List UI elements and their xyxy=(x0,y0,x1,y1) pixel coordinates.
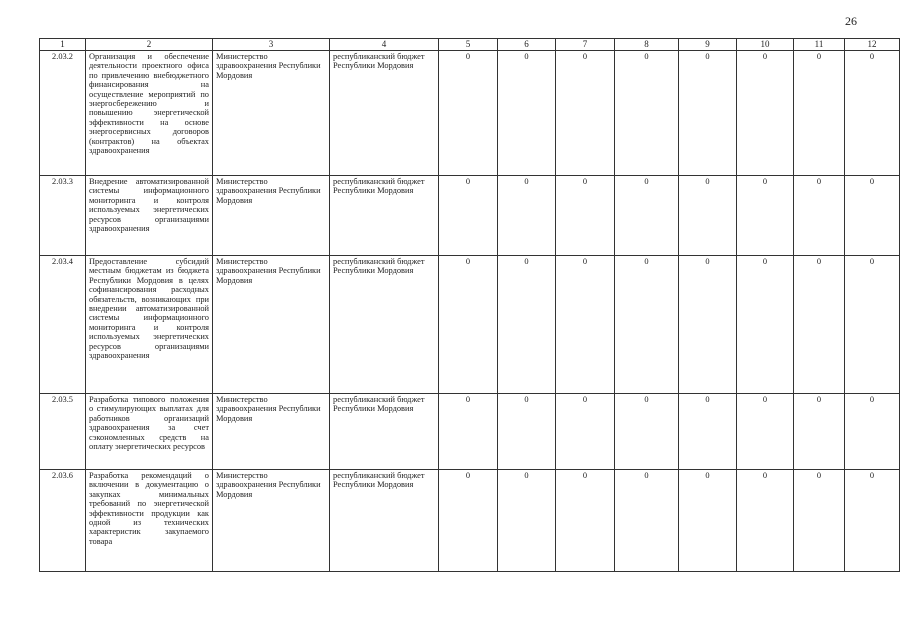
row-value: 0 xyxy=(845,394,900,470)
table-row xyxy=(40,176,900,256)
row-name: Внедрение автоматизированной системы информационного мониторинга и контроля используемых энергетических ресурсов организациями здравоохранения xyxy=(86,176,213,256)
row-value: 0 xyxy=(794,51,845,176)
row-value: 0 xyxy=(737,51,794,176)
row-value: 0 xyxy=(615,470,679,572)
table-row xyxy=(40,256,900,394)
row-value: 0 xyxy=(679,176,737,256)
program-table xyxy=(39,38,900,572)
header-cell: 3 xyxy=(213,39,330,51)
row-code: 2.03.5 xyxy=(40,394,86,470)
row-value: 0 xyxy=(794,470,845,572)
header-cell: 8 xyxy=(615,39,679,51)
row-executor: Министерство здравоохранения Республики Мордовия xyxy=(213,394,330,470)
row-value: 0 xyxy=(439,176,498,256)
row-code: 2.03.6 xyxy=(40,470,86,572)
row-executor: Министерство здравоохранения Республики Мордовия xyxy=(213,470,330,572)
row-value: 0 xyxy=(556,176,615,256)
row-value: 0 xyxy=(679,394,737,470)
row-source: республиканский бюджет Республики Мордовия xyxy=(330,470,439,572)
row-source: республиканский бюджет Республики Мордовия xyxy=(330,51,439,176)
row-value: 0 xyxy=(679,256,737,394)
row-value: 0 xyxy=(845,256,900,394)
row-executor: Министерство здравоохранения Республики Мордовия xyxy=(213,256,330,394)
row-value: 0 xyxy=(498,51,556,176)
row-value: 0 xyxy=(439,51,498,176)
row-value: 0 xyxy=(794,176,845,256)
row-code: 2.03.3 xyxy=(40,176,86,256)
row-name: Организация и обеспечение деятельности проектного офиса по привлечению внебюджетного финансирования на осуществление мероприятий по энергосбережению и повышению энергетической эффективности на основе энергосервисных договоров (контрактов) на объектах здравоохранения xyxy=(86,51,213,176)
row-value: 0 xyxy=(498,256,556,394)
row-code: 2.03.2 xyxy=(40,51,86,176)
row-value: 0 xyxy=(498,394,556,470)
header-cell: 10 xyxy=(737,39,794,51)
page-number: 26 xyxy=(845,14,857,28)
row-code: 2.03.4 xyxy=(40,256,86,394)
row-value: 0 xyxy=(615,256,679,394)
header-cell: 1 xyxy=(40,39,86,51)
row-source: республиканский бюджет Республики Мордовия xyxy=(330,176,439,256)
row-value: 0 xyxy=(845,470,900,572)
row-value: 0 xyxy=(615,394,679,470)
row-source: республиканский бюджет Республики Мордовия xyxy=(330,394,439,470)
row-value: 0 xyxy=(439,394,498,470)
row-value: 0 xyxy=(615,51,679,176)
row-value: 0 xyxy=(679,51,737,176)
row-value: 0 xyxy=(556,394,615,470)
header-cell: 2 xyxy=(86,39,213,51)
header-cell: 11 xyxy=(794,39,845,51)
row-value: 0 xyxy=(439,470,498,572)
table-row xyxy=(40,51,900,176)
row-value: 0 xyxy=(679,470,737,572)
table-row xyxy=(40,470,900,572)
row-value: 0 xyxy=(556,470,615,572)
row-value: 0 xyxy=(498,176,556,256)
row-name: Предоставление субсидий местным бюджетам из бюджета Республики Мордовия в целях софинансирования расходных обязательств, возникающих при внедрении автоматизированной системы информационного мониторинга и контроля используемых энергетических ресурсов организациями здравоохранения xyxy=(86,256,213,394)
row-value: 0 xyxy=(737,394,794,470)
row-value: 0 xyxy=(794,394,845,470)
header-cell: 9 xyxy=(679,39,737,51)
row-executor: Министерство здравоохранения Республики Мордовия xyxy=(213,51,330,176)
row-name: Разработка рекомендаций о включении в документацию о закупках минимальных требований по энергетической эффективности продукции как одной из технических характеристик закупаемого товара xyxy=(86,470,213,572)
row-value: 0 xyxy=(845,176,900,256)
row-value: 0 xyxy=(845,51,900,176)
row-value: 0 xyxy=(498,470,556,572)
row-executor: Министерство здравоохранения Республики Мордовия xyxy=(213,176,330,256)
row-value: 0 xyxy=(615,176,679,256)
header-cell: 6 xyxy=(498,39,556,51)
table-row xyxy=(40,394,900,470)
row-value: 0 xyxy=(737,176,794,256)
header-cell: 5 xyxy=(439,39,498,51)
row-value: 0 xyxy=(737,470,794,572)
header-row xyxy=(40,39,900,51)
row-value: 0 xyxy=(556,256,615,394)
row-value: 0 xyxy=(737,256,794,394)
row-value: 0 xyxy=(794,256,845,394)
header-cell: 7 xyxy=(556,39,615,51)
row-value: 0 xyxy=(439,256,498,394)
header-cell: 12 xyxy=(845,39,900,51)
header-cell: 4 xyxy=(330,39,439,51)
row-name: Разработка типового положения о стимулирующих выплатах для работников организаций здравоохранения за счет сэкономленных средств на оплату энергетических ресурсов xyxy=(86,394,213,470)
row-value: 0 xyxy=(556,51,615,176)
row-source: республиканский бюджет Республики Мордовия xyxy=(330,256,439,394)
